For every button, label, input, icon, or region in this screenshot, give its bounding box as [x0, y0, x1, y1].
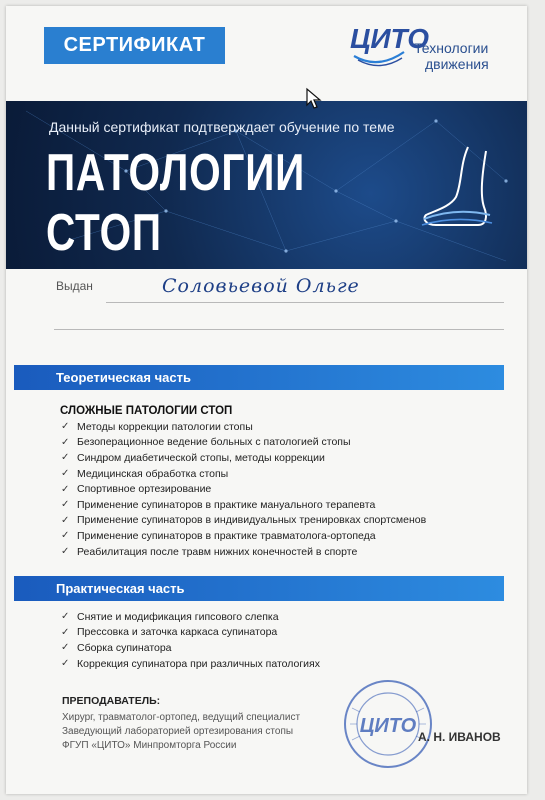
list-item-label: Медицинская обработка стопы	[77, 467, 229, 480]
list-item	[61, 481, 426, 497]
list-item-label: Методы коррекции патологии стопы	[77, 420, 253, 433]
check-icon: ✓	[61, 436, 70, 448]
practice-section-header: Практическая часть	[14, 576, 504, 601]
check-icon: ✓	[61, 514, 70, 526]
theory-section-header: Теоретическая часть	[14, 365, 504, 390]
issued-label: Выдан	[56, 279, 93, 293]
certificate-sheet	[6, 6, 527, 794]
list-item-label: Спортивное ортезирование	[77, 483, 212, 496]
check-icon: ✓	[61, 626, 70, 638]
stamp-text: ЦИТО	[359, 715, 417, 737]
foot-insole-icon	[416, 141, 496, 236]
teacher-header: ПРЕПОДАВАТЕЛЬ:	[62, 695, 161, 707]
check-icon: ✓	[61, 452, 70, 464]
list-item	[61, 544, 426, 560]
check-icon: ✓	[61, 611, 70, 623]
course-title: ПАТОЛОГИИ СТОП	[46, 144, 306, 262]
logo-line-1: Технологии	[414, 40, 489, 56]
list-item-label: Синдром диабетической стопы, методы коррекции	[77, 451, 325, 464]
name-line-1	[106, 302, 504, 303]
list-item-label: Прессовка и заточка каркаса супинатора	[77, 626, 278, 639]
banner-subtitle: Данный сертификат подтверждает обучение по теме	[49, 119, 395, 135]
recipient-name: Соловьевой Ольге	[162, 275, 360, 297]
check-icon: ✓	[61, 499, 70, 511]
list-item-label: Коррекция супинатора при различных патологиях	[77, 657, 320, 670]
check-icon: ✓	[61, 642, 70, 654]
check-icon: ✓	[61, 546, 70, 558]
check-icon: ✓	[61, 530, 70, 542]
list-item	[61, 528, 426, 544]
check-icon: ✓	[61, 483, 70, 495]
teacher-title-2: Заведующий лабораторией ортезирования стопы	[62, 726, 294, 737]
theory-list	[61, 419, 426, 559]
list-item-label: Снятие и модификация гипсового слепка	[77, 610, 279, 623]
check-icon: ✓	[61, 658, 70, 670]
check-icon: ✓	[61, 468, 70, 480]
list-item	[61, 450, 426, 466]
list-item	[61, 609, 320, 625]
list-item	[61, 625, 320, 641]
list-item-label: Применение супинаторов в практике мануального терапевта	[77, 498, 376, 511]
official-stamp	[342, 678, 434, 770]
check-icon: ✓	[61, 421, 70, 433]
list-item	[61, 466, 426, 482]
logo-line-2: движения	[425, 56, 489, 72]
list-item-label: Реабилитация после травм нижних конечностей в спорте	[77, 545, 358, 558]
list-item	[61, 419, 426, 435]
topic-banner	[6, 101, 527, 269]
name-line-2	[54, 329, 504, 330]
teacher-title-1: Хирург, травматолог-ортопед, ведущий специалист	[62, 712, 301, 723]
list-item	[61, 640, 320, 656]
theory-subheader: СЛОЖНЫЕ ПАТОЛОГИИ СТОП	[60, 405, 233, 417]
list-item-label: Безоперационное ведение больных с патологией стопы	[77, 436, 351, 449]
list-item	[61, 497, 426, 513]
list-item-label: Применение супинаторов в индивидуальных тренировках спортсменов	[77, 514, 427, 527]
mouse-pointer-icon	[306, 88, 322, 110]
list-item-label: Применение супинаторов в практике травматолога-ортопеда	[77, 529, 376, 542]
logo-mark-text: ЦИТО	[350, 23, 430, 54]
list-item	[61, 435, 426, 451]
list-item	[61, 656, 320, 672]
cito-logo-icon	[344, 12, 430, 74]
practice-list	[61, 609, 320, 671]
list-item-label: Сборка супинатора	[77, 641, 172, 654]
list-item	[61, 513, 426, 529]
teacher-title-3: ФГУП «ЦИТО» Минпромторга России	[62, 740, 237, 751]
teacher-name: А. Н. ИВАНОВ	[418, 730, 501, 744]
certificate-label: СЕРТИФИКАТ	[44, 27, 225, 64]
